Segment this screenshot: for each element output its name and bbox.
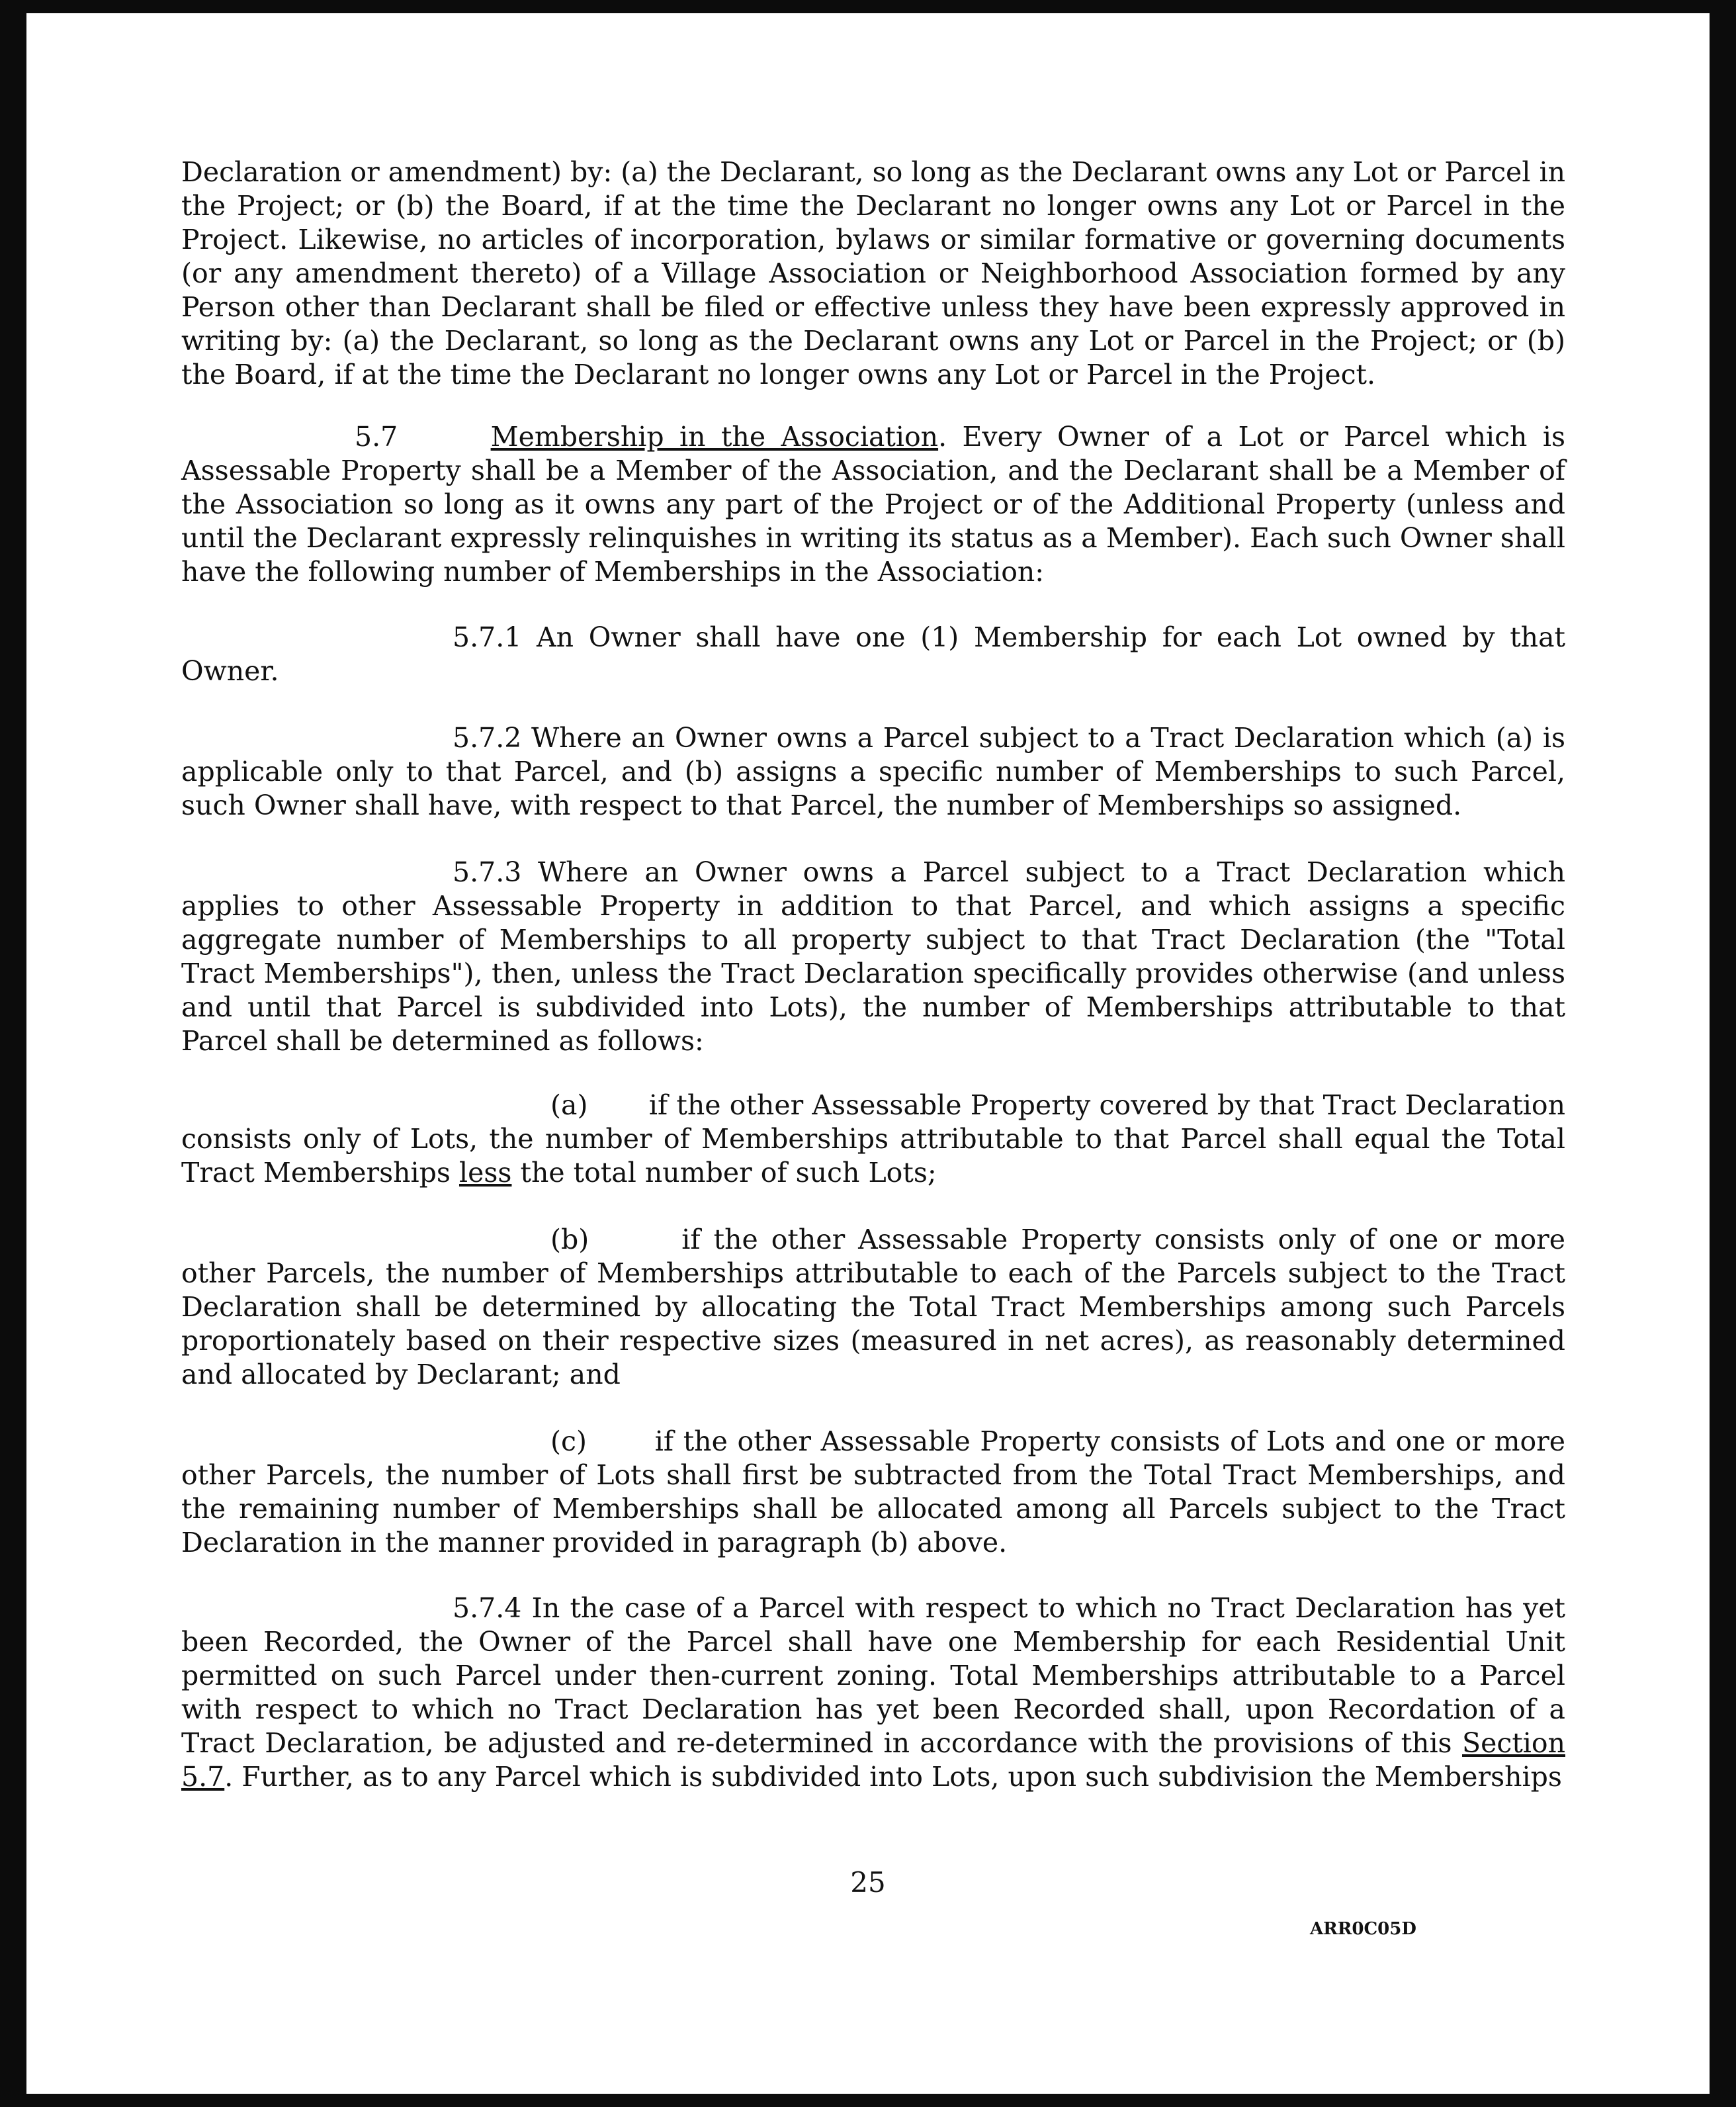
section-5-7-1-owner: Owner. bbox=[181, 655, 279, 687]
item-c-text: if the other Assessable Property consists of Lots and one or more other Parcels, the number of Lots shall first be subtracted from the Total Tract Memberships, and the remaining number of Memberships shall be allocated among all Parcels subject to the Tract Declaration in the manner provided in paragraph (b) above. bbox=[181, 1425, 1565, 1558]
item-c-paragraph bbox=[181, 1425, 1565, 1560]
item-a-text-before: if the other Assessable Property covered by that Tract Declaration consists only of Lots, the number of Memberships attributable to that Parcel shall equal the Total Tract Memberships bbox=[181, 1089, 1565, 1188]
section-5-7-4-text-after: . Further, as to any Parcel which is subdivided into Lots, upon such subdivision the Memberships bbox=[224, 1761, 1562, 1793]
item-a-label: (a) bbox=[550, 1089, 588, 1121]
section-5-7-3-paragraph: 5.7.3 Where an Owner owns a Parcel subject to a Tract Declaration which applies to other Assessable Property in addition to that Parcel, and which assigns a specific aggregate number of Memberships to all property subject to that Tract Declaration (the "Total Tract Memberships"), then, unless the Tract Declaration specifically provides otherwise (and unless and until that Parcel is subdivided into Lots), the number of Memberships attributable to that Parcel shall be determined as follows: bbox=[181, 856, 1565, 1057]
section-5-7-ref: Section 5.7 bbox=[181, 1727, 1565, 1793]
section-5-7-4-paragraph bbox=[181, 1591, 1565, 1794]
intro-paragraph: Declaration or amendment) by: (a) the Declarant, so long as the Declarant owns any Lot or Parcel in the Project; or (b) the Board, if at the time the Declarant no longer owns any Lot or Parcel in the Project. Likewise, no articles of incorporation, bylaws or similar formative or governing documents (or any amendment thereto) of a Village Association or Neighborhood Association formed by any Person other than Declarant shall be filed or effective unless they have been expressly approved in writing by: (a) the Declarant, so long as the Declarant owns any Lot or Parcel in the Project; or (b) the Board, if at the time the Declarant no longer owns any Lot or Parcel in the Project. bbox=[181, 156, 1565, 390]
document-page bbox=[26, 13, 1710, 2094]
section-5-7-body: . Every Owner of a Lot or Parcel which is Assessable Property shall be a Member of the Association, and the Declarant shall be a Member of the Association so long as it owns any part of the Project or of the Additional Property (unless and until the Declarant expressly relinquishes in writing its status as a Member). Each such Owner shall have the following number of Memberships in the Association: bbox=[181, 421, 1566, 588]
item-c-label: (c) bbox=[550, 1425, 587, 1457]
item-b-paragraph bbox=[181, 1223, 1565, 1392]
section-5-7-4-text-before: 5.7.4 In the case of a Parcel with respect to which no Tract Declaration has yet been Recorded, the Owner of the Parcel shall have one Membership for each Residential Unit permitted on such Parcel under then-current zoning. Total Memberships attributable to a Parcel with respect to which no Tract Declaration has yet been Recorded shall, upon Recordation of a Tract Declaration, be adjusted and re-determined in accordance with the provisions of this bbox=[181, 1592, 1565, 1759]
item-a-text-after: the total number of such Lots; bbox=[511, 1157, 937, 1188]
section-5-7-heading: Membership in the Association bbox=[490, 421, 939, 453]
item-b-text: if the other Assessable Property consists only of one or more other Parcels, the number of Memberships attributable to each of the Parcels subject to the Tract Declaration shall be determined by allocating the Total Tract Memberships among such Parcels proportionately based on their respective sizes (measured in net acres), as reasonably determined and allocated by Declarant; and bbox=[181, 1224, 1565, 1390]
section-5-7-2-paragraph: 5.7.2 Where an Owner owns a Parcel subject to a Tract Declaration which (a) is applicable only to that Parcel, and (b) assigns a specific number of Memberships to such Parcel, such Owner shall have, with respect to that Parcel, the number of Memberships so assigned. bbox=[181, 722, 1565, 821]
item-a-underlined: less bbox=[458, 1157, 512, 1188]
item-a-paragraph bbox=[181, 1089, 1565, 1190]
document-code: ARR0C05D bbox=[1310, 1919, 1416, 1939]
section-5-7-paragraph bbox=[181, 420, 1565, 589]
section-5-7-1-line: 5.7.1 An Owner shall have one (1) Membership for each Lot owned by that bbox=[453, 621, 1565, 653]
section-5-7-number: 5.7 bbox=[355, 421, 398, 453]
item-b-label: (b) bbox=[550, 1224, 589, 1255]
page-number: 25 bbox=[850, 1866, 886, 1899]
